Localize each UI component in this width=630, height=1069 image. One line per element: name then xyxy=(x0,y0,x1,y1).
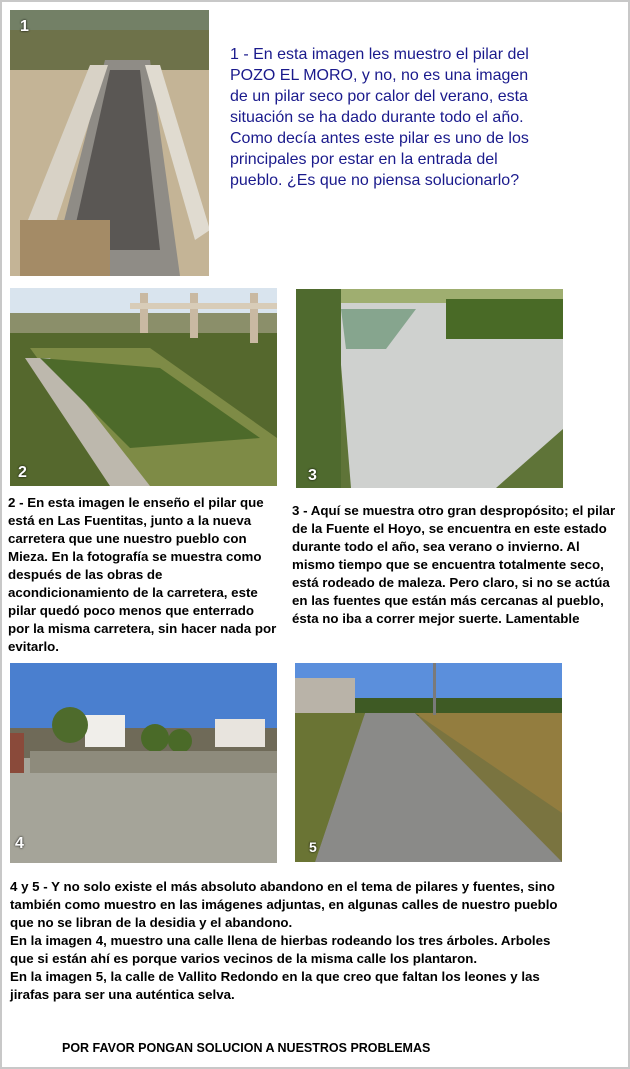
footer-text: POR FAVOR PONGAN SOLUCION A NUESTROS PROBLEMAS xyxy=(62,1041,431,1055)
caption-3: 3 - Aquí se muestra otro gran despropósito; el pilar de la Fuente el Hoyo, se encuentra en este estado durante todo el año, sea verano o invierno. Al mismo tiempo que se encuentra totalmente seco, está rodeado de maleza. Pero claro, si no se actúa en las fuentes que están más cercanas al pueblo, ésta no iba a correr mejor suerte. Lamentable xyxy=(292,503,616,626)
photo-number: 5 xyxy=(309,839,317,855)
caption-1: 1 - En esta imagen les muestro el pilar del POZO EL MORO, y no, no es una imagen de un pilar seco por calor del verano, esta situación se ha dado durante todo el año. Como decía antes este pilar es uno de los principales por estar en la entrada del pueblo. ¿Es que no piensa solucionarlo? xyxy=(230,46,529,189)
photo-number: 2 xyxy=(18,464,27,481)
photo-number: 4 xyxy=(15,835,24,852)
caption-2: 2 - En esta imagen le enseño el pilar que está en Las Fuentitas, junto a la nueva carretera que une nuestro pueblo con Mieza. En la fotografía se muestra como después de las obras de acondicionamiento de la carretera, este pilar quedó poco menos que enterrado por la misma carretera, sin hacer nada por evitarlo. xyxy=(8,495,277,654)
photo-5 xyxy=(295,663,562,862)
photo-number: 3 xyxy=(308,467,317,484)
photo-2 xyxy=(10,288,277,486)
caption-4-5: 4 y 5 - Y no solo existe el más absoluto abandono en el tema de pilares y fuentes, sino también como muestro en las imágenes adjuntas, en algunas calles de nuestro pueblo que no se libran de la desidia y el abandono. En la imagen 4, muestro una calle llena de hierbas rodeando los tres árboles. Arboles que si están ahí es porque varios vecinos de la misma calle los plantaron. En la imagen 5, la calle de Vallito Redondo en la que creo que faltan los leones y las jirafas para ser una auténtica selva. xyxy=(10,879,558,1002)
photo-number: 1 xyxy=(20,18,29,35)
photo-3 xyxy=(296,289,563,488)
photo-4 xyxy=(10,663,277,863)
photo-1 xyxy=(10,10,209,276)
